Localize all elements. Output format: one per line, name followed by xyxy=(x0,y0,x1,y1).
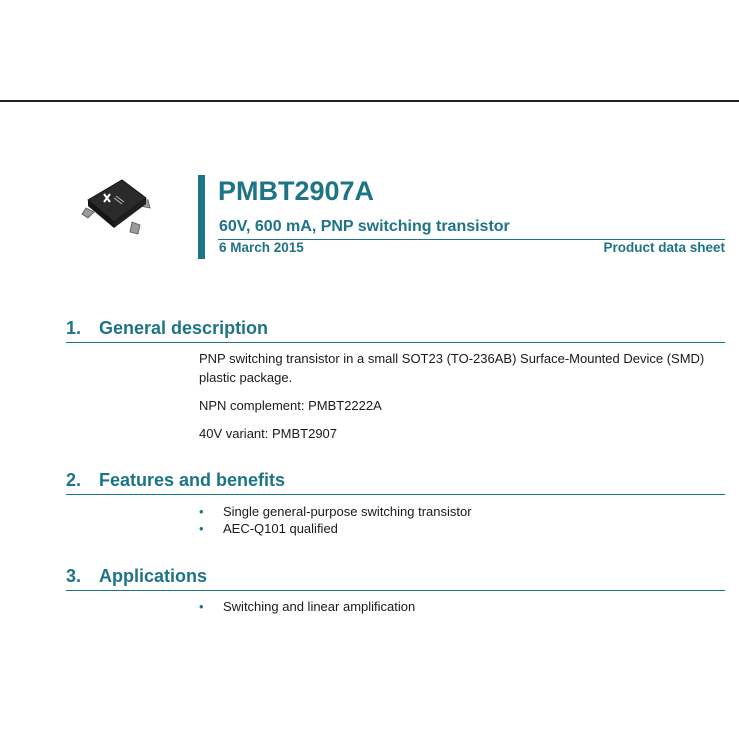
bullet-icon: • xyxy=(199,521,204,536)
document-date: 6 March 2015 xyxy=(219,240,304,255)
section-heading xyxy=(66,470,725,495)
section-title: General description xyxy=(99,318,269,338)
paragraph: NPN complement: PMBT2222A xyxy=(199,398,382,413)
paragraph: 40V variant: PMBT2907 xyxy=(199,426,338,441)
header-accent-bar xyxy=(198,175,205,259)
section-heading xyxy=(66,566,725,591)
section-number: 1. xyxy=(66,318,82,338)
section-applications xyxy=(66,566,725,591)
list-item-text: Single general-purpose switching transistor xyxy=(223,504,472,519)
section-features-and-benefits xyxy=(66,470,725,495)
list-item-text: AEC-Q101 qualified xyxy=(223,521,338,536)
bullet-icon: • xyxy=(199,504,204,519)
document-title: PMBT2907A xyxy=(218,176,375,206)
paragraph: PNP switching transistor in a small SOT23 (TO-236AB) Surface-Mounted Device (SMD) plastic package. xyxy=(199,351,705,385)
section-title: Features and benefits xyxy=(99,470,286,490)
header-top-rule xyxy=(0,100,739,102)
document-type: Product data sheet xyxy=(603,240,725,255)
list-item-text: Switching and linear amplification xyxy=(223,599,416,614)
section-title: Applications xyxy=(99,566,208,586)
section-number: 2. xyxy=(66,470,82,490)
bullet-icon: • xyxy=(199,599,204,614)
section-general-description xyxy=(66,318,725,343)
document-subtitle: 60V, 600 mA, PNP switching transistor xyxy=(219,218,510,235)
section-heading xyxy=(66,318,725,343)
sot23-package-icon xyxy=(78,170,158,240)
section-number: 3. xyxy=(66,566,82,586)
